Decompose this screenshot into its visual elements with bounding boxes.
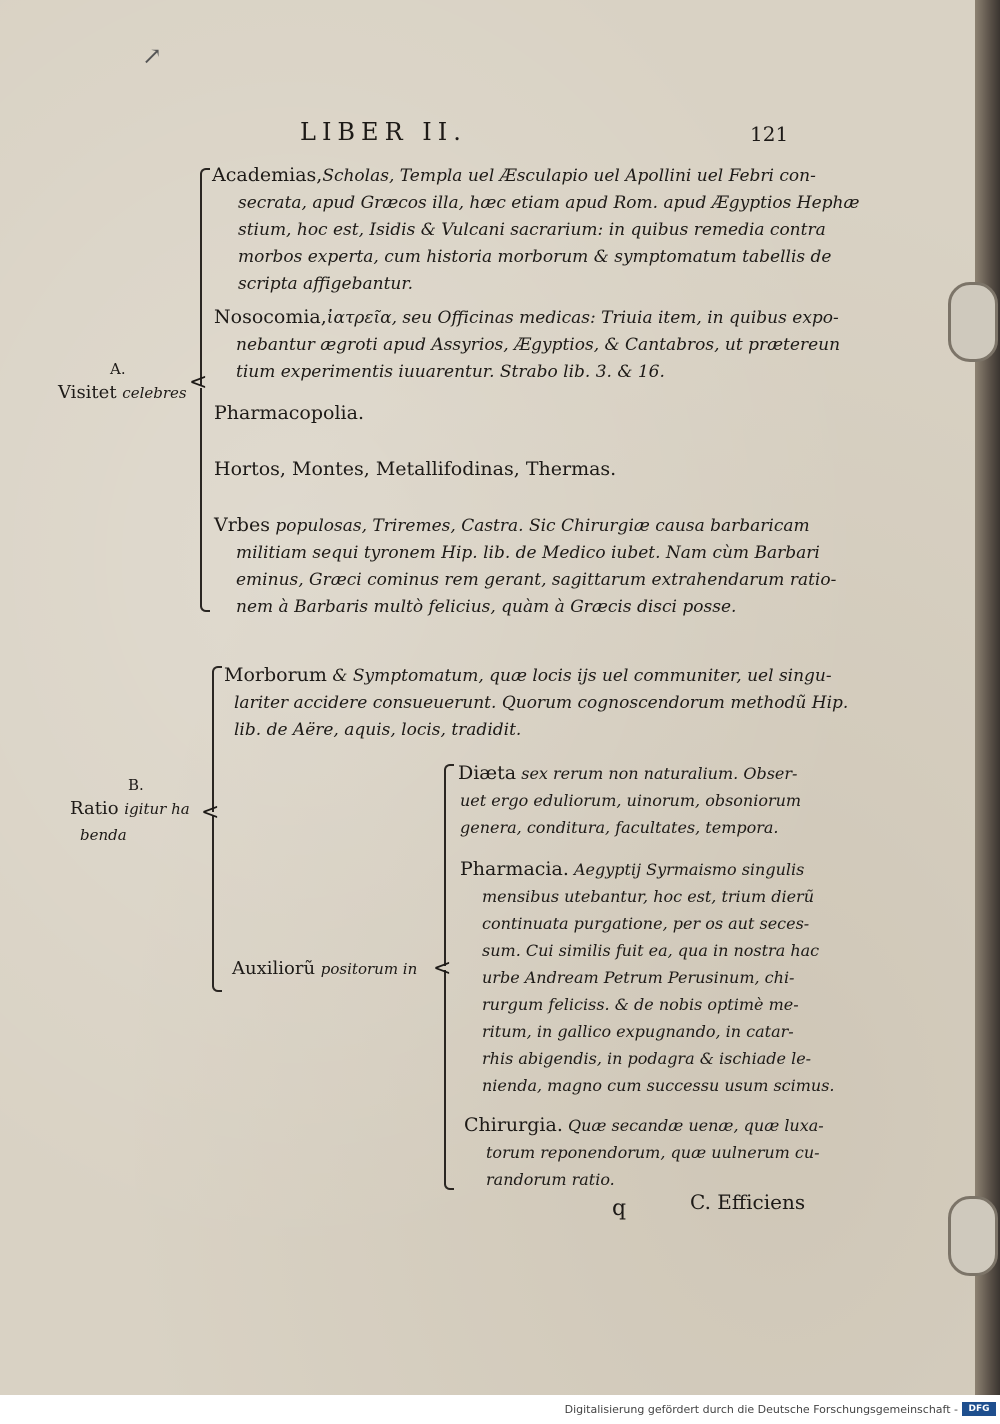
morborum-block: Morborum & Symptomatum, quæ locis ijs uel communiter, uel singu- lariter accidere consueuerunt. Quorum cognoscendorum methodũ Hip. lib. de Aëre, aquis, locis, tradidit.: [224, 664, 849, 740]
page-number: 121: [750, 122, 789, 146]
page-edge: [975, 0, 1000, 1395]
catchword: C. Efficiens: [690, 1190, 806, 1214]
vrbes-block: Vrbes populosas, Triremes, Castra. Sic Chirurgiæ causa barbaricam militiam sequi tyronem Hip. lib. de Medico iubet. Nam cùm Barbari eminus, Græci cominus rem gerant, sagittarum extrahendarum ratio- nem à Barbaris multò felicius, quàm à Græcis disci posse.: [214, 514, 837, 617]
auxilia-brace-upper: [444, 764, 454, 966]
auxilia-brace-point: <: [433, 956, 452, 981]
running-title: LIBER II.: [300, 118, 467, 146]
section-b-label-cont: benda: [80, 826, 127, 844]
clasp-upper: [948, 282, 998, 362]
footer-bar: [0, 1395, 1000, 1424]
chirurgia-block: Chirurgia. Quæ secandæ uenæ, quæ luxa- torum reponendorum, quæ uulnerum cu- randorum ratio.: [464, 1114, 824, 1189]
section-a-brace-point: <: [189, 370, 208, 395]
section-b-brace-lower: [212, 816, 222, 992]
pencil-mark-icon: ↗: [142, 42, 163, 70]
section-b-brace-upper: [212, 666, 222, 812]
pharmacopolia: Pharmacopolia.: [214, 402, 364, 424]
clasp-lower: [948, 1196, 998, 1276]
footer-credit: Digitalisierung gefördert durch die Deutsche Forschungsgemeinschaft -: [564, 1403, 958, 1416]
section-a-brace-upper: [200, 168, 210, 386]
auxiliorum-label: Auxiliorũ positorum in: [232, 958, 418, 979]
academias-block: Academias,Scholas, Templa uel Æsculapio uel Apollini uel Febri con- secrata, apud Græcos illa, hæc etiam apud Rom. apud Ægyptios Hephæ stium, hoc est, Isidis & Vulcani sacrarium: in quibus remedia contra morbos experta, cum historia morborum & symptomatum tabellis de scripta affigebantur.: [212, 164, 860, 294]
pharmacia-block: Pharmacia. Aegyptij Syrmaismo singulis mensibus utebantur, hoc est, trium dierũ continuata purgatione, per os aut seces- sum. Cui similis fuit ea, qua in nostra hac urbe Andream Petrum Perusinum, chi- rurgum feliciss. & de nobis optimè me- ritum, in gallico expugnando, in catar- rhis abigendis, in podagra & ischiade le- nienda, magno cum successu usum scimus.: [460, 858, 835, 1095]
nosocomia-block: Nosocomia,ἰατρεῖα, seu Officinas medicas: Triuia item, in quibus expo- nebantur ægroti apud Assyrios, Ægyptios, & Cantabros, ut prætereun tium experimentis iuuarentur. Strabo lib. 3. & 16.: [214, 306, 841, 382]
section-b-label: Ratio igitur ha: [70, 798, 190, 819]
hortos-line: Hortos, Montes, Metallifodinas, Thermas.: [214, 458, 617, 480]
section-a-brace-lower: [200, 388, 210, 612]
dfg-logo: DFG: [962, 1402, 996, 1416]
auxilia-brace-lower: [444, 970, 454, 1190]
section-a-label: Visitet celebres: [58, 382, 187, 403]
section-a-letter: A.: [110, 360, 126, 378]
signature-mark: q: [612, 1196, 627, 1221]
section-b-letter: B.: [128, 776, 144, 794]
diaeta-block: Diæta sex rerum non naturalium. Obser- uet ergo eduliorum, uinorum, obsoniorum genera, conditura, facultates, tempora.: [458, 762, 802, 837]
section-b-brace-point: <: [201, 800, 220, 825]
